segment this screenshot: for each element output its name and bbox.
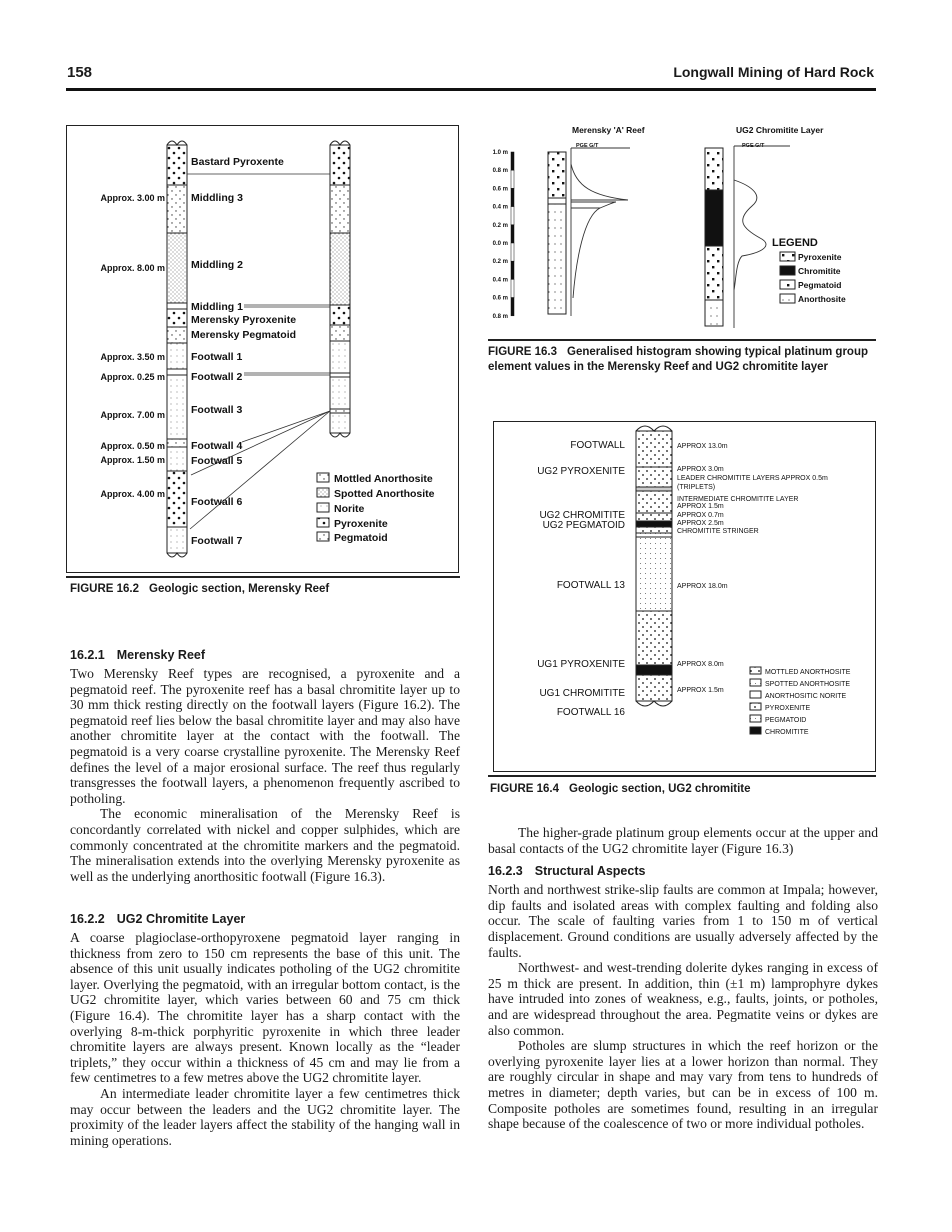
right-panel-title: UG2 Chromitite Layer: [736, 125, 824, 135]
right-labels: [677, 443, 828, 694]
caption-number: FIGURE 16.2: [70, 583, 140, 595]
scale-segment: [511, 298, 514, 316]
scale-tick-label: 0.8 m: [492, 168, 508, 175]
scale-tick-label: 0.2 m: [492, 259, 508, 266]
layer-label: Merensky Pyroxenite: [191, 314, 297, 326]
legend-item: Pyroxenite: [798, 252, 842, 262]
figure-16-4-diagram: [493, 421, 877, 773]
thickness-label: Approx. 7.00 m: [100, 410, 165, 420]
thickness-label: CHROMITITE STRINGER: [677, 528, 759, 535]
scale-tick-label: 0.0 m: [492, 241, 508, 247]
left-labels: [537, 440, 625, 718]
thickness-label: APPROX 8.0m: [677, 661, 724, 668]
paragraph: Two Merensky Reef types are recognised, a pyroxenite and a pegmatoid reef. The pyroxenite reef has a basal chromitite layer up to 30 mm thick resting directly on the footwall layers (Figure 16.2). The pegmatoid reef lies below the basal chromitite layer and may also have another chromitite layer at the contact with the footwall. The pegmatoid is a very coarse crystalline pyroxenite. The Merensky Reef defines the level of a major erosional surface. The reef thus regularly transgresses the footwall layers, a phenomenon frequently ascribed to potholing.: [70, 666, 460, 806]
paragraph: An intermediate leader chromitite layer a few centimetres thick may occur between the leaders and the UG2 chromitite layer. The proximity of the leader layers affect the stability of the hanging wall in mining operations.: [70, 1085, 460, 1148]
thickness-label: Approx. 4.00 m: [100, 489, 165, 499]
scale-segment: [511, 243, 514, 261]
layer-label: UG2 CHROMITITE: [539, 510, 625, 521]
figure-16-4-legend: [750, 667, 851, 736]
legend-item: Anorthosite: [798, 294, 846, 304]
legend-item: Pegmatoid: [334, 532, 388, 544]
thickness-label: LEADER CHROMITITE LAYERS APPROX 0.5m: [677, 475, 828, 482]
right-column-text: [488, 825, 878, 1132]
paragraph: The higher-grade platinum group elements occur at the upper and basal contacts of the UG2 chromitite layer (Figure 16.3): [488, 825, 878, 856]
thickness-label: Approx. 0.50 m: [100, 441, 165, 451]
figure-16-4-caption: [490, 783, 751, 795]
thickness-label: Approx. 8.00 m: [100, 263, 165, 273]
thickness-labels: [100, 193, 165, 499]
ug2-stratigraphic-column: [636, 426, 672, 706]
section-number: 16.2.3: [488, 864, 523, 879]
legend-item: PYROXENITE: [765, 705, 811, 712]
scale-segment: [511, 225, 514, 243]
thickness-label: Approx. 0.25 m: [100, 372, 165, 382]
scale-segment: [511, 261, 514, 279]
legend-title: LEGEND: [772, 237, 818, 249]
legend-item: PEGMATOID: [765, 717, 807, 724]
scale-segment: [511, 207, 514, 225]
legend-item: Pegmatoid: [798, 280, 842, 290]
paragraph: Northwest- and west-trending dolerite dykes ranging in excess of 25 m thick are present. In addition, thin (±1 m) lamprophyre dykes have intruded into zones of weakness, e.g., faults, joints, or potholes, and are widespread throughout the area. Pegmatite veins or dykes are also common.: [488, 960, 878, 1038]
paragraph: The economic mineralisation of the Merensky Reef is concordantly correlated with nickel and copper sulphides, which are commonly concentrated at the chromitite markers and the pegmatoid. The mineralisation extends into the overlying Merensky pyroxenite as well as the underlying anorthositic footwall (Figure 16.3).: [70, 806, 460, 884]
depth-scale: [493, 150, 514, 320]
caption-title: Generalised histogram showing typical platinum group element values in the Merensky Reef and UG2 chromitite layer: [488, 346, 868, 373]
layer-label: UG1 PYROXENITE: [537, 659, 625, 670]
section-number: 16.2.2: [70, 912, 105, 926]
page-number: 158: [67, 64, 93, 81]
scale-tick-label: 0.4 m: [492, 277, 508, 284]
thickness-label: APPROX 0.7m: [677, 512, 724, 519]
figure-rule: [66, 576, 460, 578]
scale-tick-label: 0.2 m: [492, 222, 508, 229]
section-title: UG2 Chromitite Layer: [116, 912, 246, 926]
thickness-label: Approx. 1.50 m: [100, 455, 165, 465]
layer-label: Footwall 7: [191, 535, 243, 547]
layer-label: Footwall 5: [191, 455, 243, 467]
running-head: Longwall Mining of Hard Rock: [673, 64, 874, 80]
layer-label: Merensky Pegmatoid: [191, 329, 297, 341]
figure-16-2-legend: [317, 473, 435, 544]
right-stratigraphic-column: [330, 141, 350, 437]
legend-item: ANORTHOSITIC NORITE: [765, 693, 847, 700]
thickness-label: APPROX 18.0m: [677, 583, 728, 590]
scale-tick-label: 0.6 m: [492, 186, 508, 193]
thickness-label: Approx. 3.00 m: [100, 193, 165, 203]
layer-label: UG2 PEGMATOID: [542, 520, 625, 531]
thickness-label: APPROX 2.5m: [677, 520, 724, 527]
thickness-label: APPROX 1.5m: [677, 687, 724, 694]
layer-label: FOOTWALL 16: [556, 707, 625, 718]
layer-labels: [191, 156, 296, 547]
figure-16-3-diagram: [480, 120, 880, 338]
thickness-label: APPROX 1.5m: [677, 503, 724, 510]
legend-item: MOTTLED ANORTHOSITE: [765, 669, 851, 676]
thickness-label: Approx. 3.50 m: [100, 352, 165, 362]
layer-label: Footwall 3: [191, 404, 243, 416]
figure-16-2-diagram: [66, 125, 460, 575]
section-title: Structural Aspects: [534, 864, 646, 879]
layer-label: Middling 1: [191, 301, 243, 313]
legend-item: Mottled Anorthosite: [334, 473, 433, 485]
legend-item: Pyroxenite: [334, 518, 388, 530]
legend-item: Norite: [334, 503, 365, 515]
scale-tick-label: 0.6 m: [492, 295, 508, 302]
merensky-pge-curve: [571, 148, 630, 316]
caption-title: Geologic section, UG2 chromitite: [569, 783, 751, 795]
figure-16-3-caption: [488, 345, 878, 375]
legend-item: Spotted Anorthosite: [334, 488, 435, 500]
ug2-column: [705, 148, 723, 326]
figure-rule: [488, 775, 876, 777]
axis-label: PGE G/T: [576, 143, 599, 149]
section-number: 16.2.1: [70, 648, 105, 662]
scale-segment: [511, 188, 514, 206]
legend-item: CHROMITITE: [765, 729, 809, 736]
layer-label: Bastard Pyroxente: [191, 156, 284, 168]
header-rule: [66, 88, 876, 91]
caption-number: FIGURE 16.4: [490, 783, 560, 795]
scale-segment: [511, 279, 514, 297]
paragraph: A coarse plagioclase-orthopyroxene pegmatoid layer ranging in thickness from zero to 150 cm represents the base of this unit. The absence of this unit usually indicates potholing of the UG2 chromitite layer. Overlying the pegmatoid, with an irregular bottom contact, is the UG2 chromitite layer, which varies between 60 and 75 cm thick (Figure 16.4). The chromitite layer has a sharp contact with the overlying 8-m-thick porphyritic pyroxenite in which three leader chromitite layers are always present. Known locally as the “leader triplets,” they occur within a thickness of 45 cm and may lie from a few centimetres to a few metres above the UG2 chromitite layer.: [70, 930, 460, 1086]
section-heading: [488, 864, 878, 878]
scale-segment: [511, 152, 514, 170]
thickness-label: APPROX 13.0m: [677, 443, 728, 450]
figure-16-3-legend: [780, 252, 846, 304]
left-stratigraphic-column: [167, 141, 187, 557]
paragraph: Potholes are slump structures in which the reef horizon or the overlying pyroxenite layer lies at a lower horizon than normal. They are roughly circular in shape and may vary from tens to hundreds of metres in diameter; depth varies, but can be in excess of 100 m. Composite potholes are sometimes found, resulting in an irregular shape because of the coalescence of two or more individual potholes.: [488, 1038, 878, 1132]
legend-item: Chromitite: [798, 266, 841, 276]
axis-label: PGE G/T: [742, 143, 765, 149]
section-heading: [70, 648, 460, 662]
layer-label: Middling 3: [191, 192, 243, 204]
scale-tick-label: 0.4 m: [492, 204, 508, 211]
paragraph: North and northwest strike-slip faults are common at Impala; however, dip faults and isolated areas with complex faulting and folding also occur. The scale of faulting varies from 1 to 150 m of vertical displacement. Ground conditions are usually adversely affected by the faults.: [488, 882, 878, 960]
layer-label: Footwall 4: [191, 440, 243, 452]
thickness-label: APPROX 3.0m: [677, 466, 724, 473]
section-16-2-1: [70, 648, 460, 884]
layer-label: Footwall 6: [191, 496, 243, 508]
layer-label: FOOTWALL: [570, 440, 625, 451]
left-panel-title: Merensky 'A' Reef: [572, 125, 645, 135]
section-16-2-2: [70, 912, 460, 1148]
scale-segment: [511, 170, 514, 188]
thickness-label: (TRIPLETS): [677, 484, 716, 491]
layer-label: Middling 2: [191, 259, 243, 271]
scale-tick-label: 1.0 m: [492, 150, 508, 156]
section-heading: [70, 912, 460, 926]
figure-16-2-caption: [70, 583, 329, 595]
figure-rule: [488, 339, 876, 341]
legend-item: SPOTTED ANORTHOSITE: [765, 681, 851, 688]
merensky-column: [548, 152, 566, 314]
layer-label: FOOTWALL 13: [556, 580, 625, 591]
caption-number: FIGURE 16.3: [488, 346, 558, 358]
layer-label: Footwall 1: [191, 351, 243, 363]
layer-label: UG1 CHROMITITE: [539, 688, 625, 699]
thickness-label: INTERMEDIATE CHROMITITE LAYER: [677, 496, 799, 503]
layer-label: UG2 PYROXENITE: [537, 466, 625, 477]
section-title: Merensky Reef: [116, 648, 206, 662]
scale-tick-label: 0.8 m: [492, 313, 508, 320]
caption-title: Geologic section, Merensky Reef: [149, 583, 330, 595]
layer-label: Footwall 2: [191, 371, 243, 383]
